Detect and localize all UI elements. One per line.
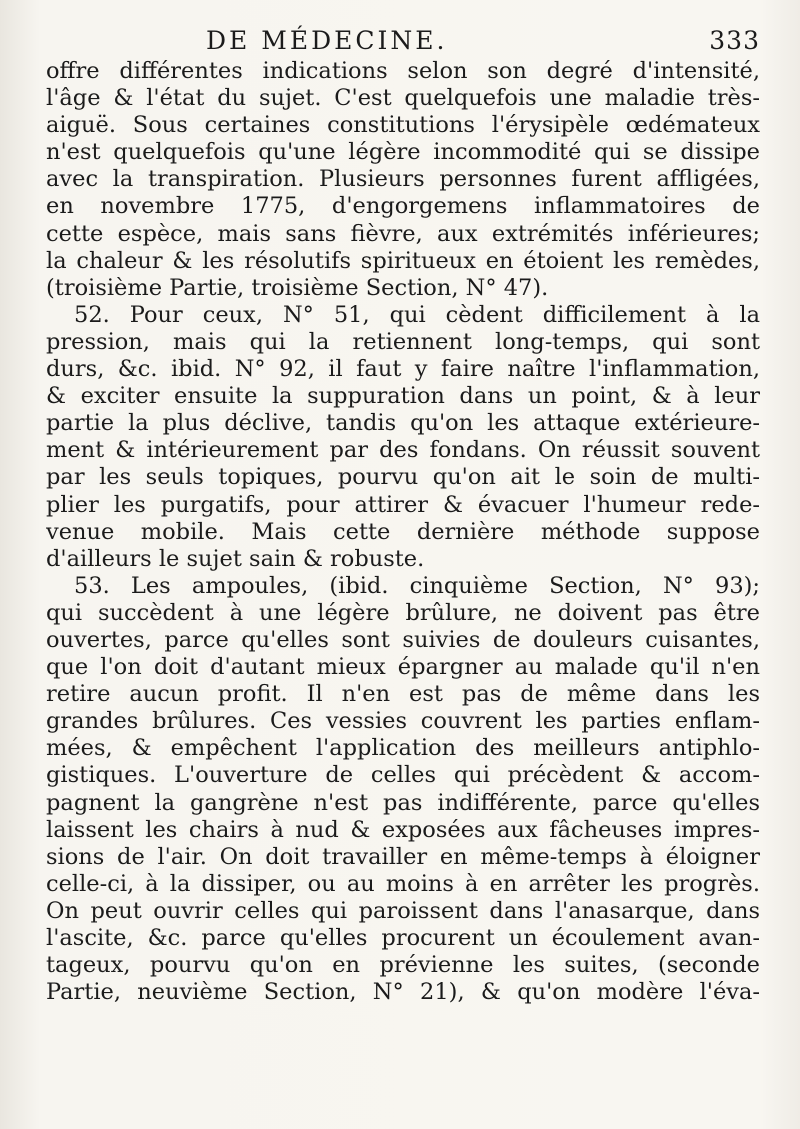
text-line: durs, &c. ibid. N° 92, il faut y faire naître l'inflammation, [46,356,760,383]
text-line: partie la plus déclive, tandis qu'on les attaque extérieure- [46,410,760,437]
text-line: ment & intérieurement par des fondans. On réussit souvent [46,437,760,464]
text-line: offre différentes indications selon son degré d'intensité, [46,58,760,84]
text-line: & exciter ensuite la suppuration dans un point, & à leur [46,383,760,410]
text-line: d'ailleurs le sujet sain & robuste. [46,545,425,572]
text-line: pagnent la gangrène n'est pas indifférente, parce qu'elles [46,789,760,816]
text-line: (troisième Partie, troisième Section, N° 47). [46,274,549,301]
text-line: sions de l'air. On doit travailler en même-temps à éloigner [46,843,760,870]
text-line: cette espèce, mais sans fièvre, aux extrémités inférieures; [46,220,760,247]
text-line: en novembre 1775, d'engorgemens inflammatoires de [46,193,760,220]
running-head: DE MÉDECINE. [206,26,448,55]
text-line: 52. Pour ceux, N° 51, qui cèdent difficilement à la [74,301,760,328]
text-line: que l'on doit d'autant mieux épargner au malade qu'il n'en [46,654,760,681]
page-header [46,26,760,58]
text-line: venue mobile. Mais cette dernière méthode suppose [46,518,760,545]
text-line: Partie, neuvième Section, N° 21), & qu'on modère l'éva- [46,979,760,1006]
text-line: n'est quelquefois qu'une légère incommodité qui se dissipe [46,139,760,166]
text-line: tageux, pourvu qu'on en prévienne les suites, (seconde [46,952,760,979]
text-line: grandes brûlures. Ces vessies couvrent les parties enflam- [46,708,760,735]
text-line: On peut ouvrir celles qui paroissent dans l'anasarque, dans [46,897,760,924]
text-line: pression, mais qui la retiennent long-temps, qui sont [46,328,760,355]
text-line: l'âge & l'état du sujet. C'est quelquefois une maladie très- [46,85,760,112]
text-line: aiguë. Sous certaines constitutions l'érysipèle œdémateux [46,112,760,139]
page-number: 333 [709,26,760,55]
text-line: l'ascite, &c. parce qu'elles procurent un écoulement avan- [46,925,760,951]
text-line: avec la transpiration. Plusieurs personnes furent affligées, [46,166,760,193]
text-line: retire aucun profit. Il n'en est pas de même dans les [46,681,760,708]
text-line: celle-ci, à la dissiper, ou au moins à en arrêter les progrès. [46,870,760,897]
body-text [46,58,760,1006]
text-line: plier les purgatifs, pour attirer & évacuer l'humeur rede- [46,491,760,518]
text-line: la chaleur & les résolutifs spiritueux en étoient les remèdes, [46,247,760,274]
text-line: gistiques. L'ouverture de celles qui précèdent & accom- [46,762,760,789]
text-line: qui succèdent à une légère brûlure, ne doivent pas être [46,599,760,626]
text-line: mées, & empêchent l'application des meilleurs antiphlo- [46,735,760,762]
text-line: laissent les chairs à nud & exposées aux fâcheuses impres- [46,816,760,843]
text-line: 53. Les ampoules, (ibid. cinquième Section, N° 93); [74,572,760,599]
text-line: ouvertes, parce qu'elles sont suivies de douleurs cuisantes, [46,626,760,653]
text-line: par les seuls topiques, pourvu qu'on ait le soin de multi- [46,464,760,491]
